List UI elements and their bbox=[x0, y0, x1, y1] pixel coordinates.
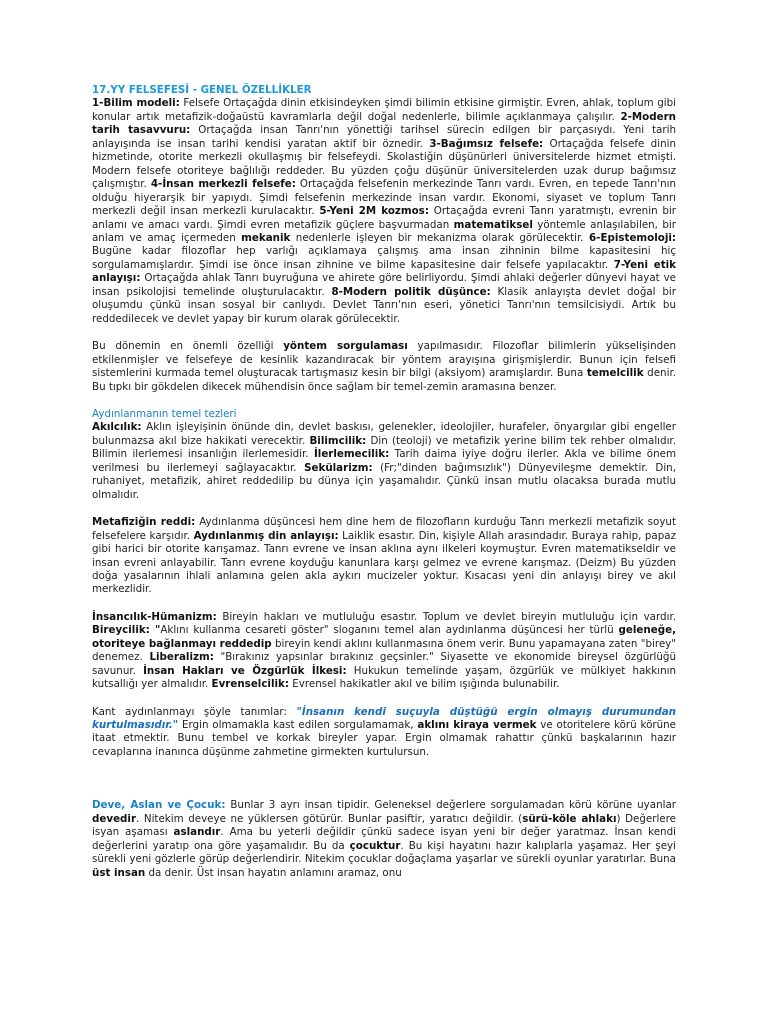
text-run: . Bu kişi hayatını hazır kalıplarla yaşamaz. Her şeyi sürekli yeni gözlerle görüp değerlendirir. Nitekim çocuklar doğaçlama yaşarlar ve sürekli oyunlar yaratırlar. Buna bbox=[92, 839, 676, 866]
text-run: Evrensel hakikatler akıl ve bilim ışığında bulunabilir. bbox=[289, 678, 560, 691]
bold-term: Akılcılık: bbox=[92, 421, 142, 434]
text-run: Klasik anlayışta devlet doğal bir oluşumdu çünkü insan sosyal bir canlıydı. Devlet Tanrı'nın eseri, yönetici Tanrı'nın temsilcisiydi. Artık bu reddedilecek ve devlet yapay bir kurum olarak görülecektir. bbox=[92, 285, 676, 325]
bold-term: temelcilik bbox=[586, 367, 644, 380]
text-run: Bireyin hakları ve mutluluğu esastır. Toplum ve devlet bireyin mutluluğu için vardır. bbox=[216, 610, 676, 623]
bold-term: 7-Yeni etik anlayışı: bbox=[92, 258, 676, 285]
paragraph-method bbox=[92, 340, 676, 394]
text-run: Hukukun temelinde yaşam, özgürlük ve mülkiyet hakkının kutsallığı yer almalıdır. bbox=[92, 664, 677, 691]
bold-term: İnsancılık-Hümanizm: bbox=[92, 610, 217, 623]
paragraph-rationalism bbox=[92, 421, 676, 502]
text-run: nedenlerle işleyen bir mekanizma olarak görülecektir. bbox=[290, 231, 590, 244]
bold-term: aklını kiraya vermek bbox=[417, 719, 537, 732]
text-run: . Nitekim deveye ne yüklersen götürür. Bunlar pasiftir, yaratıcı değildir. ( bbox=[136, 812, 523, 825]
text-run: Bunlar 3 ayrı insan tipidir. Geleneksel değerlere sorgulamadan körü körüne uyanlar bbox=[225, 799, 677, 812]
bold-term: aslandır bbox=[173, 826, 221, 839]
paragraph-metaphysics bbox=[92, 516, 676, 597]
bold-term: Bilimcilik: bbox=[309, 434, 367, 447]
bold-term: 3-Bağımsız felsefe: bbox=[429, 137, 544, 150]
paragraph-kant bbox=[92, 706, 676, 760]
section-title: 17.YY FELSEFESİ - GENEL ÖZELLİKLER bbox=[92, 84, 312, 96]
document-page bbox=[92, 84, 676, 880]
text-run: "Bırakınız yapsınlar bırakınız geçsinler." Siyasette ve ekonomide bireysel özgürlüğü savunur. bbox=[92, 651, 676, 677]
bold-term: Aydınlanmış din anlayışı: bbox=[193, 529, 339, 542]
bold-term: çocuktur bbox=[349, 839, 401, 852]
bold-term: Metafiziğin reddi: bbox=[92, 516, 196, 529]
bold-term: yöntem sorgulaması bbox=[283, 340, 408, 353]
text-run: Aydınlanma düşüncesi hem dine hem de filozofların kurduğu Tanrı merkezli metafizik soyut felsefelere karşıdır. bbox=[92, 516, 676, 542]
bold-term: geleneğe, otoriteye bağlanmayı reddedip bbox=[92, 624, 676, 650]
text-run: Ortaçağda felsefenin merkezinde Tanrı vardı. Evren, en tepede Tanrı'nın olduğu hiyerarşik bir yapıydı. Şimdi felsefenin merkezinde insan vardır. Ekonomi, siyaset ve toplum Tanrı merkezli değil insan merkezli kurulacaktır. bbox=[92, 178, 677, 218]
kant-quote: "İnsanın kendi suçuyla düştüğü ergin olmayış durumundan kurtulmasıdır." bbox=[92, 705, 676, 732]
bold-term: Bireycilik: " bbox=[92, 624, 161, 637]
paragraph-camel-lion-child bbox=[92, 799, 676, 880]
bold-term: devedir bbox=[92, 812, 137, 825]
text-run: Felsefe Ortaçağda dinin etkisindeyken şimdi bilimin etkisine girmiştir. Evren, ahlak, toplum gibi konular artık metafizik-doğaüstü kavramlarla değil doğal nedenlerle, bilimle açıklanmaya çalışılır. bbox=[92, 97, 676, 123]
text-run: ) Değerlere isyan aşaması bbox=[92, 812, 676, 839]
text-run: Ortaçağda felsefe dinin hizmetinde, otorite merkezli okullaşmış bir felsefeydi. Skolastiğin düşünürleri üniversitelerde hizmet etmişti. Modern felsefe otoriteye bağlılığı reddeder. Bu yüzden çoğu düşünür üniversitelerden uzak durup bağımsız çalışmıştır. bbox=[92, 137, 676, 191]
bold-term: İnsan Hakları ve Özgürlük İlkesi: bbox=[143, 664, 347, 677]
bold-term: İlerlemecilik: bbox=[313, 448, 390, 461]
text-run: bireyin kendi aklını kullanmasına önem verir. Bunu yapamayana zaten "birey" denemez. bbox=[92, 637, 677, 664]
enlightenment-subtitle: Aydınlanmanın temel tezleri bbox=[92, 407, 237, 420]
inline-heading: Deve, Aslan ve Çocuk: bbox=[92, 799, 226, 812]
bold-term: 5-Yeni 2M kozmos: bbox=[319, 205, 429, 218]
text-run: yapılmasıdır. Filozoflar bilimlerin yükselişinden etkilenmişler ve felsefeye de kesinlik kazandıracak bir yöntem arayışına girişmişlerdir. Bunun için felsefi sistemlerini kurmada temel oluşturacak tartışmasız kesin bir bilgi (aksiyom) aramışlardır. Buna bbox=[92, 340, 676, 380]
text-run: ve otoritelere körü körüne itaat etmektir. Bunu tembel ve korkak bireyler yapar. Ergin olmamak rahattır çünkü başkalarının hazır cevaplarına inanınca düşünme zahmetine girmekten kurtulursun. bbox=[92, 719, 677, 758]
text-run: Ortaçağda evreni Tanrı yaratmıştı, evrenin bir anlamı ve amacı vardı. Şimdi evren metafizik güçlere başvurmadan bbox=[92, 205, 676, 231]
paragraph-humanism bbox=[92, 611, 676, 692]
text-run: yöntemle anlaşılabilen, bir anlam ve amaç içermeden bbox=[92, 218, 676, 244]
bold-term: üst insan bbox=[92, 866, 146, 879]
text-run: denir. Bu tıpkı bir gökdelen dikecek mühendisin önce sağlam bir temel-zemin aramasına benzer. bbox=[92, 367, 677, 393]
text-run: Din (teoloji) ve metafizik yerine bilim tek rehber olmalıdır. Bilimin ilerlemesi insanlığın ilerlemesidir. bbox=[92, 434, 676, 461]
text-run: Bugüne kadar filozoflar hep varlığı açıklamaya çalışmış ama insan zihninin bilme kapasitesini hiç sorgulamamışlardır. Şimdi ise önce insan zihnine ve bilme kapasitesine dair felsefe yapılacaktır. bbox=[92, 245, 676, 271]
text-run: Tarih daima iyiye doğru ilerler. Akla ve bilime önem verilmesi bu ilerlemeyi sağlayacaktır. bbox=[92, 448, 676, 474]
bold-term: Sekülarizm: bbox=[304, 461, 373, 474]
text-run: . Ama bu yeterli değildir çünkü sadece isyan yeni bir değer yaratmaz. İnsan kendi değerlerini yaratıp ona göre yaşamalıdır. Bu da bbox=[92, 826, 676, 852]
text-run: Laiklik esastır. Din, kişiyle Allah arasındadır. Buraya rahip, papaz gibi harici bir otorite karışamaz. Tanrı evrene ve insan aklına aynı ilkeleri koymuştur. Evren matematikseldir ve insan evreni anlayabilir. Tanrı evrene koyduğu kanunlara karşı gelmez ve evrene karışmaz. (Deizm) Bu yüzden doğa yasalarının ihlali anlamına gelen akla aykırı mucizeler yoktur. Kısacası yeni din anlayışı birey ve akıl merkezlidir. bbox=[92, 529, 676, 596]
text-run: Bu dönemin en önemli özelliği bbox=[92, 340, 284, 353]
text-run: Aklını kullanma cesareti göster" sloganını temel alan aydınlanma düşüncesi her türlü bbox=[160, 624, 619, 637]
bold-term: Evrenselcilik: bbox=[211, 678, 289, 691]
bold-term: 2-Modern tarih tasavvuru: bbox=[92, 110, 676, 137]
text-run: da denir. Üst insan hayatın anlamını aramaz, onu bbox=[145, 866, 402, 879]
bold-term: 1-Bilim modeli: bbox=[92, 97, 180, 110]
paragraph-features bbox=[92, 97, 676, 326]
bold-term: sürü-köle ahlakı bbox=[522, 812, 617, 825]
text-run: Ortaçağda ahlak Tanrı buyruğuna ve ahirete göre belirliyordu. Şimdi ahlaki değerler dünyevi hayat ve insan psikolojisi temelinde oluşturulacaktır. bbox=[92, 272, 676, 298]
text-run: Aklın işleyişinin önünde din, devlet baskısı, gelenekler, ideolojiler, hurafeler, önyargılar gibi engeller bulunmazsa akıl bize hakikati verecektir. bbox=[92, 421, 676, 447]
bold-term: mekanik bbox=[241, 231, 291, 244]
bold-term: 8-Modern politik düşünce: bbox=[331, 285, 491, 298]
bold-term: 4-İnsan merkezli felsefe: bbox=[150, 178, 296, 191]
text-run: Kant aydınlanmayı şöyle tanımlar: bbox=[92, 705, 297, 718]
text-run: Ortaçağda insan Tanrı'nın yönettiği tarihsel sürecin edilgen bir parçasıydı. Yeni tarih anlayışında ise insan tarihi kendisi yaratan aktif bir öznedir. bbox=[92, 124, 676, 150]
text-run: Ergin olmamakla kast edilen sorgulamamak, bbox=[178, 719, 418, 732]
bold-term: 6-Epistemoloji: bbox=[589, 231, 677, 244]
bold-term: Liberalizm: bbox=[149, 651, 214, 664]
bold-term: matematiksel bbox=[453, 218, 533, 231]
text-run: (Fr;"dinden bağımsızlık") Dünyevileşme demektir. Din, ruhaniyet, metafizik, ahiret reddedilip bu dünya için yaşamalıdır. Çünkü insan mutlu olacaksa burada mutlu olmalıdır. bbox=[92, 461, 676, 501]
